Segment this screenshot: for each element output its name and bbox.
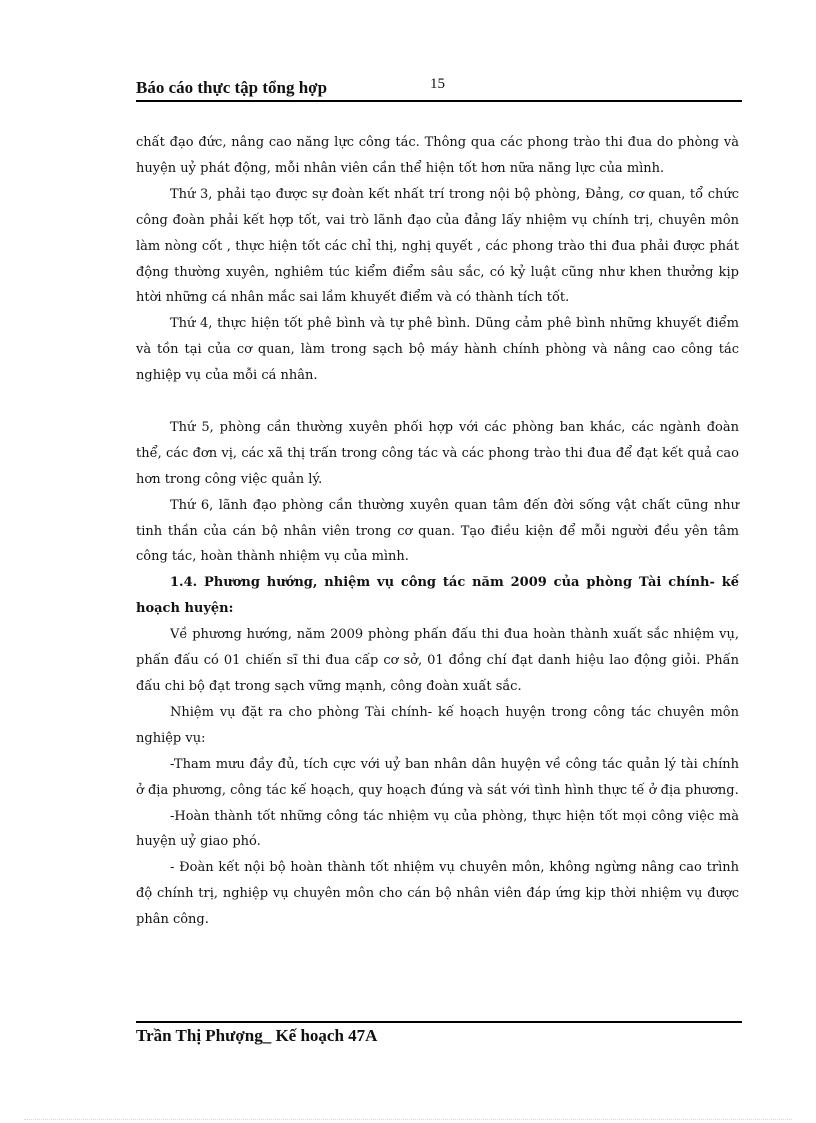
footer-divider — [136, 1021, 742, 1023]
page-header — [136, 74, 742, 102]
paragraph-item-3: Thứ 3, phải tạo được sự đoàn kết nhất trí trong nội bộ phòng, Đảng, cơ quan, tổ chức công đoàn phải kết hợp tốt, vai trò lãnh đạo của đảng lấy nhiệm vụ chính trị, chuyên môn làm nòng cốt , thực hiện tốt các chỉ thị, nghị quyết , các phong trào thi đua phải được phát động thường xuyên, nghiêm túc kiểm điểm sâu sắc, có kỷ luật cũng như khen thưởng kịp htời những cá nhân mắc sai lầm khuyết điểm và có thành tích tốt. — [136, 186, 739, 306]
task-item-1: -Tham mưu đầy đủ, tích cực với uỷ ban nhân dân huyện về công tác quản lý tài chính ở địa phương, công tác kế hoạch, quy hoạch đúng và sát với tình hình thực tế ở địa phương. — [136, 756, 739, 798]
task-item-3: - Đoàn kết nội bộ hoàn thành tốt nhiệm vụ chuyên môn, không ngừng nâng cao trình độ chính trị, nghiệp vụ chuyên môn cho cán bộ nhân viên đáp ứng kịp thời nhiệm vụ được phân công. — [136, 860, 739, 928]
document-body — [136, 130, 739, 933]
page-footer: Trần Thị Phượng_ Kế hoạch 47A — [136, 1026, 378, 1045]
section-heading: 1.4. Phương hướng, nhiệm vụ công tác năm 2009 của phòng Tài chính- kế hoạch huyện: — [136, 575, 739, 617]
paragraph-item-5: Thứ 5, phòng cần thường xuyên phối hợp với các phòng ban khác, các ngành đoàn thể, các đơn vị, các xã thị trấn trong công tác và các phong trào thi đua để đạt kết quả cao hơn trong công việc quản lý. — [136, 419, 739, 487]
task-item-2: -Hoàn thành tốt những công tác nhiệm vụ của phòng, thực hiện tốt mọi công việc mà huyện uỷ giao phó. — [136, 808, 739, 850]
paragraph-tasks-intro: Nhiệm vụ đặt ra cho phòng Tài chính- kế hoạch huyện trong công tác chuyên môn nghiệp vụ: — [136, 704, 739, 746]
paragraph-item-6: Thứ 6, lãnh đạo phòng cần thường xuyên quan tâm đến đời sống vật chất cũng như tinh thần của cán bộ nhân viên trong cơ quan. Tạo điều kiện để mỗi người đều yên tâm công tác, hoàn thành nhiệm vụ của mình. — [136, 497, 739, 565]
paragraph-direction: Về phương hướng, năm 2009 phòng phấn đấu thi đua hoàn thành xuất sắc nhiệm vụ, phấn đấu có 01 chiến sĩ thi đua cấp cơ sở, 01 đồng chí đạt danh hiệu lao động giỏi. Phấn đấu chi bộ đạt trong sạch vững mạnh, công đoàn xuất sắc. — [136, 627, 739, 695]
paragraph-continuation: chất đạo đức, nâng cao năng lực công tác. Thông qua các phong trào thi đua do phòng và huyện uỷ phát động, mỗi nhân viên cần thể hiện tốt hơn nữa năng lực của mình. — [136, 135, 739, 176]
report-title: Báo cáo thực tập tổng hợp — [136, 78, 328, 97]
paragraph-item-4: Thứ 4, thực hiện tốt phê bình và tự phê bình. Dũng cảm phê bình những khuyết điểm và tồn tại của cơ quan, làm trong sạch bộ máy hành chính phòng và nâng cao công tác nghiệp vụ của mỗi cá nhân. — [136, 316, 739, 384]
page-edge-divider — [24, 1119, 792, 1120]
page-number: 15 — [430, 76, 445, 92]
